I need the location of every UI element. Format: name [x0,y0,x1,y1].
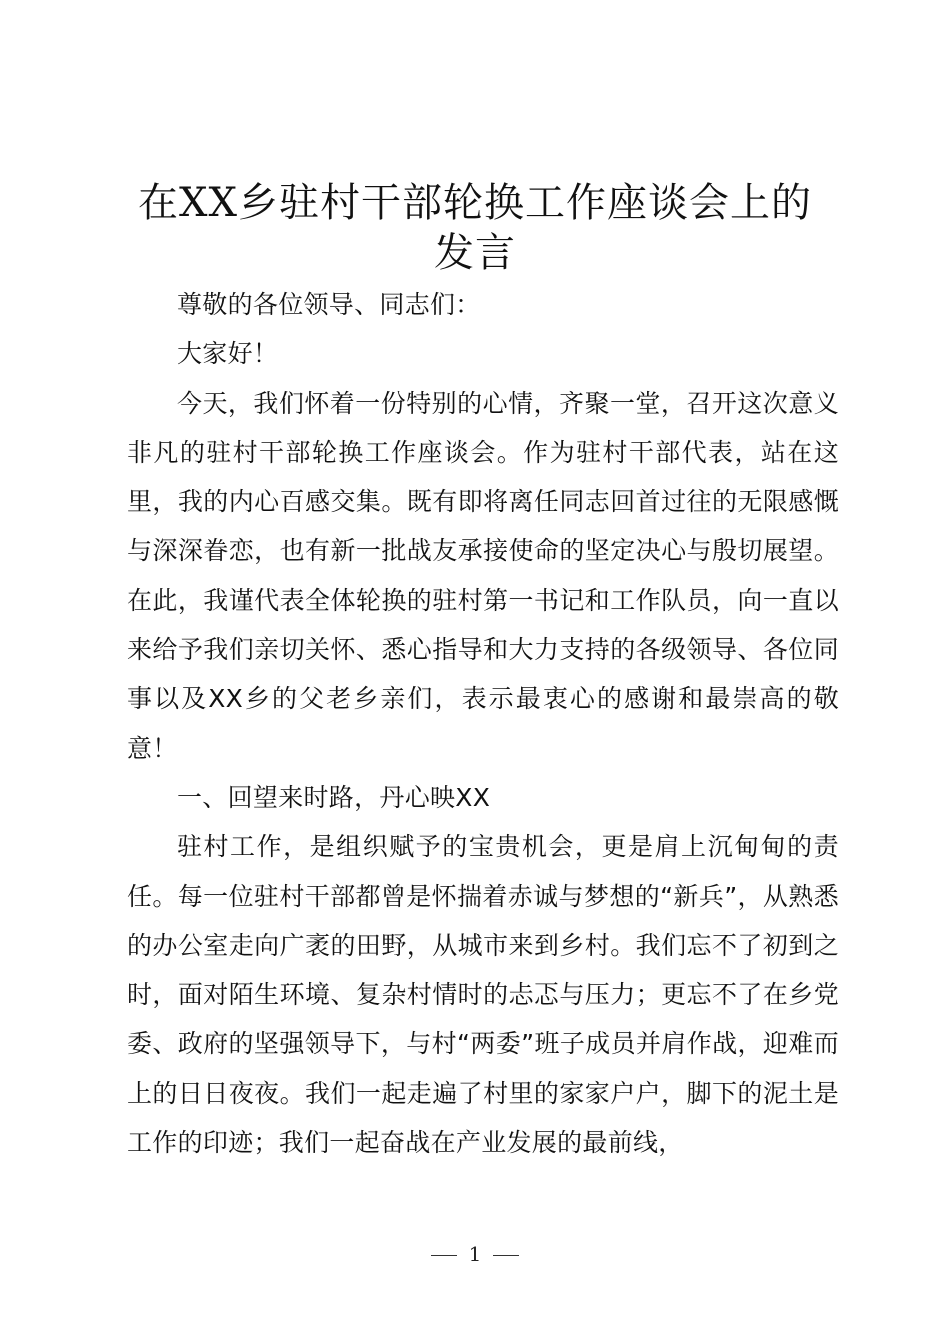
page-footer [0,1240,950,1268]
paragraph: 驻村工作，是组织赋予的宝贵机会，更是肩上沉甸甸的责任。每一位驻村干部都曾是怀揣着赤诚与梦想的“新兵”，从熟悉的办公室走向广袤的田野，从城市来到乡村。我们忘不了初到之时，面对陌生环境、复杂村情时的忐忑与压力；更忘不了在乡党委、政府的坚强领导下，与村“两委”班子成员并肩作战，迎难而上的日日夜夜。我们一起走遍了村里的家家户户，脚下的泥土是工作的印迹；我们一起奋战在产业发展的最前线， [127,832,839,1158]
footer-dash-left [431,1255,457,1256]
greeting: 大家好！ [177,339,279,369]
section-heading: 一、回望来时路，丹心映XX [177,782,491,812]
paragraph: 今天，我们怀着一份特别的心情，齐聚一堂，召开这次意义非凡的驻村干部轮换工作座谈会。作为驻村干部代表，站在这里，我的内心百感交集。既有即将离任同志回首过往的无限感慨与深深眷恋，也有新一批战友承接使命的坚定决心与殷切展望。在此，我谨代表全体轮换的驻村第一书记和工作队员，向一直以来给予我们亲切关怀、悉心指导和大力支持的各级领导、各位同事以及XX乡的父老乡亲们，表示最衷心的感谢和最崇高的敬意！ [127,388,839,763]
salutation: 尊敬的各位领导、同志们： [177,290,481,319]
document-title: 在XX乡驻村干部轮换工作座谈会上的发言 [138,180,812,276]
page-number: 1 [468,1242,482,1266]
footer-dash-right [493,1255,519,1256]
document-body [127,280,839,1167]
